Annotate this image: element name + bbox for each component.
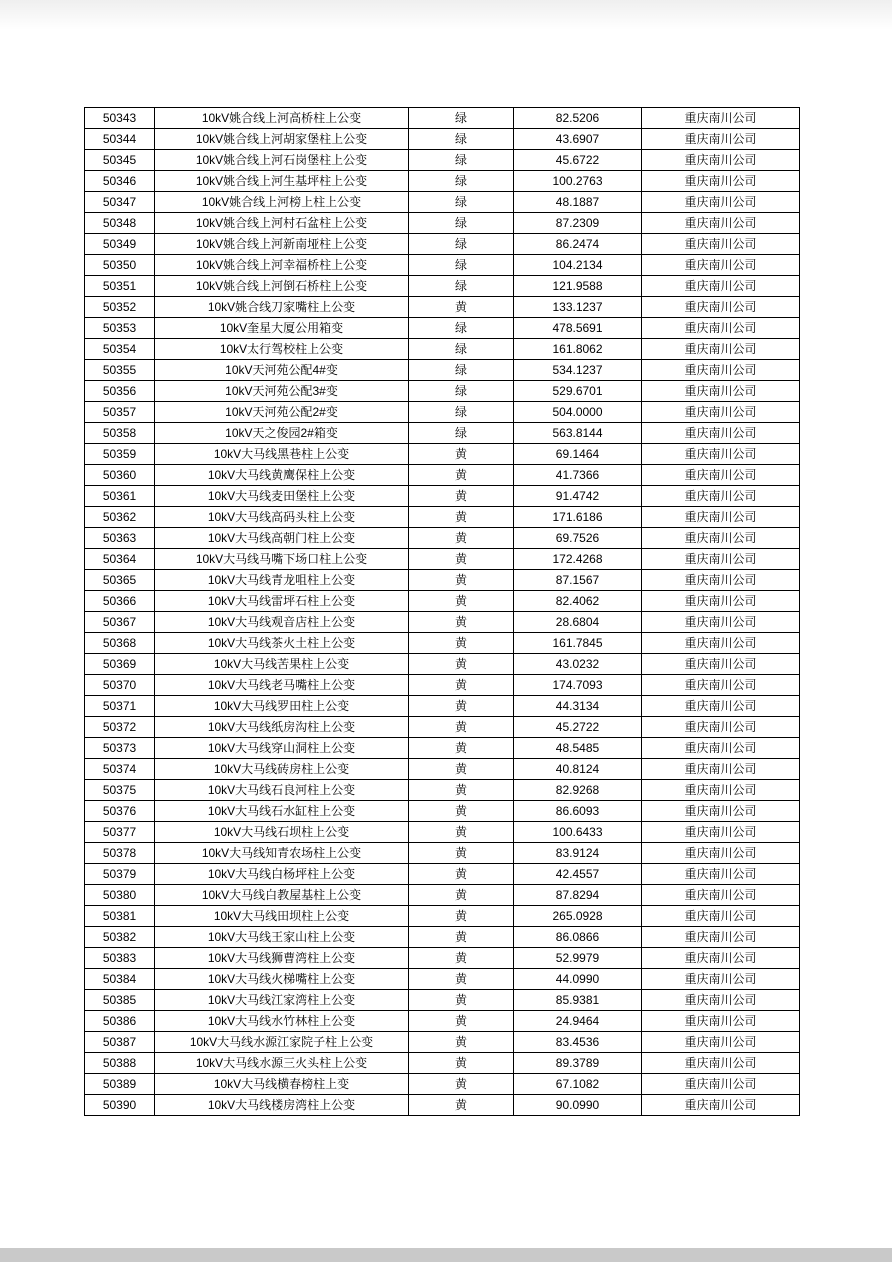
cell-company: 重庆南川公司 <box>642 843 800 864</box>
table-row <box>85 276 800 297</box>
cell-name: 10kV姚合线上河幸福桥柱上公变 <box>155 255 409 276</box>
cell-value: 121.9588 <box>514 276 642 297</box>
table-row <box>85 696 800 717</box>
cell-color: 绿 <box>409 318 514 339</box>
cell-name: 10kV大马线穿山洞柱上公变 <box>155 738 409 759</box>
table-row <box>85 360 800 381</box>
cell-company: 重庆南川公司 <box>642 528 800 549</box>
cell-id: 50360 <box>85 465 155 486</box>
cell-value: 87.2309 <box>514 213 642 234</box>
cell-value: 104.2134 <box>514 255 642 276</box>
cell-color: 黄 <box>409 549 514 570</box>
cell-name: 10kV天河苑公配2#变 <box>155 402 409 423</box>
table-row <box>85 990 800 1011</box>
cell-id: 50344 <box>85 129 155 150</box>
cell-color: 黄 <box>409 822 514 843</box>
table-row <box>85 969 800 990</box>
cell-company: 重庆南川公司 <box>642 591 800 612</box>
cell-color: 黄 <box>409 738 514 759</box>
table-row <box>85 1011 800 1032</box>
table-row <box>85 465 800 486</box>
cell-color: 黄 <box>409 1032 514 1053</box>
cell-id: 50354 <box>85 339 155 360</box>
cell-color: 黄 <box>409 675 514 696</box>
cell-name: 10kV大马线火梯嘴柱上公变 <box>155 969 409 990</box>
cell-color: 黄 <box>409 717 514 738</box>
cell-name: 10kV大马线水竹林柱上公变 <box>155 1011 409 1032</box>
cell-id: 50384 <box>85 969 155 990</box>
cell-name: 10kV大马线茶火土柱上公变 <box>155 633 409 654</box>
cell-color: 黄 <box>409 759 514 780</box>
cell-value: 83.4536 <box>514 1032 642 1053</box>
cell-value: 171.6186 <box>514 507 642 528</box>
cell-value: 82.5206 <box>514 108 642 129</box>
cell-value: 69.1464 <box>514 444 642 465</box>
cell-name: 10kV姚合线上河新南垭柱上公变 <box>155 234 409 255</box>
cell-name: 10kV太行驾校柱上公变 <box>155 339 409 360</box>
cell-value: 161.8062 <box>514 339 642 360</box>
cell-company: 重庆南川公司 <box>642 255 800 276</box>
cell-value: 45.2722 <box>514 717 642 738</box>
cell-id: 50366 <box>85 591 155 612</box>
cell-color: 绿 <box>409 276 514 297</box>
cell-value: 28.6804 <box>514 612 642 633</box>
cell-name: 10kV大马线王家山柱上公变 <box>155 927 409 948</box>
cell-value: 86.0866 <box>514 927 642 948</box>
cell-id: 50369 <box>85 654 155 675</box>
cell-name: 10kV大马线麦田堡柱上公变 <box>155 486 409 507</box>
cell-company: 重庆南川公司 <box>642 675 800 696</box>
table-row <box>85 549 800 570</box>
table-row <box>85 591 800 612</box>
cell-color: 黄 <box>409 507 514 528</box>
cell-id: 50374 <box>85 759 155 780</box>
cell-value: 48.5485 <box>514 738 642 759</box>
table-row <box>85 948 800 969</box>
cell-color: 绿 <box>409 129 514 150</box>
cell-id: 50387 <box>85 1032 155 1053</box>
cell-company: 重庆南川公司 <box>642 738 800 759</box>
table-row <box>85 150 800 171</box>
cell-company: 重庆南川公司 <box>642 318 800 339</box>
cell-color: 黄 <box>409 927 514 948</box>
cell-company: 重庆南川公司 <box>642 1032 800 1053</box>
cell-company: 重庆南川公司 <box>642 192 800 213</box>
cell-color: 黄 <box>409 297 514 318</box>
table-row <box>85 507 800 528</box>
cell-value: 82.4062 <box>514 591 642 612</box>
cell-value: 82.9268 <box>514 780 642 801</box>
cell-id: 50375 <box>85 780 155 801</box>
cell-company: 重庆南川公司 <box>642 654 800 675</box>
cell-id: 50390 <box>85 1095 155 1116</box>
page-bottom-edge <box>0 1248 892 1262</box>
cell-value: 69.7526 <box>514 528 642 549</box>
cell-id: 50345 <box>85 150 155 171</box>
cell-color: 黄 <box>409 864 514 885</box>
cell-name: 10kV大马线砖房柱上公变 <box>155 759 409 780</box>
cell-value: 85.9381 <box>514 990 642 1011</box>
table-row <box>85 612 800 633</box>
cell-color: 黄 <box>409 1095 514 1116</box>
cell-value: 161.7845 <box>514 633 642 654</box>
table-row <box>85 381 800 402</box>
cell-company: 重庆南川公司 <box>642 696 800 717</box>
cell-color: 绿 <box>409 213 514 234</box>
cell-company: 重庆南川公司 <box>642 465 800 486</box>
cell-color: 黄 <box>409 465 514 486</box>
table-row <box>85 171 800 192</box>
cell-company: 重庆南川公司 <box>642 717 800 738</box>
table-row <box>85 297 800 318</box>
cell-color: 黄 <box>409 1074 514 1095</box>
table-row <box>85 129 800 150</box>
cell-color: 黄 <box>409 570 514 591</box>
cell-id: 50355 <box>85 360 155 381</box>
cell-value: 43.6907 <box>514 129 642 150</box>
cell-id: 50363 <box>85 528 155 549</box>
cell-company: 重庆南川公司 <box>642 234 800 255</box>
cell-id: 50346 <box>85 171 155 192</box>
table-row <box>85 402 800 423</box>
cell-color: 绿 <box>409 150 514 171</box>
cell-name: 10kV大马线观音店柱上公变 <box>155 612 409 633</box>
cell-id: 50367 <box>85 612 155 633</box>
cell-value: 87.1567 <box>514 570 642 591</box>
table-row <box>85 444 800 465</box>
cell-company: 重庆南川公司 <box>642 150 800 171</box>
table-row <box>85 864 800 885</box>
cell-name: 10kV姚合线上河胡家堡柱上公变 <box>155 129 409 150</box>
cell-color: 绿 <box>409 234 514 255</box>
cell-color: 黄 <box>409 633 514 654</box>
cell-name: 10kV大马线狮曹湾柱上公变 <box>155 948 409 969</box>
cell-color: 黄 <box>409 591 514 612</box>
table-row <box>85 1095 800 1116</box>
cell-value: 172.4268 <box>514 549 642 570</box>
cell-company: 重庆南川公司 <box>642 507 800 528</box>
cell-company: 重庆南川公司 <box>642 423 800 444</box>
cell-value: 86.2474 <box>514 234 642 255</box>
cell-name: 10kV大马线石坝柱上公变 <box>155 822 409 843</box>
cell-name: 10kV大马线石良河柱上公变 <box>155 780 409 801</box>
cell-company: 重庆南川公司 <box>642 549 800 570</box>
cell-color: 黄 <box>409 696 514 717</box>
cell-name: 10kV大马线黑巷柱上公变 <box>155 444 409 465</box>
cell-id: 50371 <box>85 696 155 717</box>
cell-value: 44.0990 <box>514 969 642 990</box>
table-row <box>85 717 800 738</box>
table-row <box>85 906 800 927</box>
cell-id: 50388 <box>85 1053 155 1074</box>
cell-id: 50385 <box>85 990 155 1011</box>
table-row <box>85 927 800 948</box>
cell-company: 重庆南川公司 <box>642 1011 800 1032</box>
cell-company: 重庆南川公司 <box>642 969 800 990</box>
table-row <box>85 528 800 549</box>
cell-id: 50370 <box>85 675 155 696</box>
cell-id: 50381 <box>85 906 155 927</box>
table-row <box>85 654 800 675</box>
cell-company: 重庆南川公司 <box>642 486 800 507</box>
table-row <box>85 570 800 591</box>
cell-company: 重庆南川公司 <box>642 444 800 465</box>
cell-value: 24.9464 <box>514 1011 642 1032</box>
cell-name: 10kV大马线雷坪石柱上公变 <box>155 591 409 612</box>
cell-company: 重庆南川公司 <box>642 570 800 591</box>
cell-color: 绿 <box>409 423 514 444</box>
cell-id: 50356 <box>85 381 155 402</box>
table-row <box>85 822 800 843</box>
table-row <box>85 843 800 864</box>
cell-company: 重庆南川公司 <box>642 381 800 402</box>
cell-company: 重庆南川公司 <box>642 1053 800 1074</box>
cell-name: 10kV大马线青龙咀柱上公变 <box>155 570 409 591</box>
cell-color: 黄 <box>409 906 514 927</box>
cell-value: 563.8144 <box>514 423 642 444</box>
cell-company: 重庆南川公司 <box>642 612 800 633</box>
cell-value: 52.9979 <box>514 948 642 969</box>
cell-color: 黄 <box>409 486 514 507</box>
cell-company: 重庆南川公司 <box>642 108 800 129</box>
cell-id: 50361 <box>85 486 155 507</box>
cell-id: 50358 <box>85 423 155 444</box>
cell-id: 50352 <box>85 297 155 318</box>
cell-name: 10kV大马线田坝柱上公变 <box>155 906 409 927</box>
cell-company: 重庆南川公司 <box>642 213 800 234</box>
cell-color: 黄 <box>409 885 514 906</box>
cell-name: 10kV姚合线刀家嘴柱上公变 <box>155 297 409 318</box>
cell-color: 黄 <box>409 990 514 1011</box>
cell-company: 重庆南川公司 <box>642 948 800 969</box>
cell-company: 重庆南川公司 <box>642 402 800 423</box>
cell-value: 83.9124 <box>514 843 642 864</box>
table-row <box>85 759 800 780</box>
cell-name: 10kV大马线水源江家院子柱上公变 <box>155 1032 409 1053</box>
table-row <box>85 780 800 801</box>
cell-value: 265.0928 <box>514 906 642 927</box>
cell-name: 10kV大马线白教屋基柱上公变 <box>155 885 409 906</box>
cell-id: 50382 <box>85 927 155 948</box>
table-row <box>85 801 800 822</box>
cell-id: 50349 <box>85 234 155 255</box>
cell-id: 50362 <box>85 507 155 528</box>
cell-color: 黄 <box>409 969 514 990</box>
cell-id: 50380 <box>85 885 155 906</box>
cell-name: 10kV大马线高朝门柱上公变 <box>155 528 409 549</box>
cell-company: 重庆南川公司 <box>642 927 800 948</box>
cell-id: 50368 <box>85 633 155 654</box>
cell-value: 100.6433 <box>514 822 642 843</box>
cell-name: 10kV天河苑公配3#变 <box>155 381 409 402</box>
cell-company: 重庆南川公司 <box>642 885 800 906</box>
table-row <box>85 1074 800 1095</box>
cell-id: 50343 <box>85 108 155 129</box>
cell-color: 黄 <box>409 528 514 549</box>
table-row <box>85 213 800 234</box>
cell-name: 10kV大马线马嘴下场口柱上公变 <box>155 549 409 570</box>
cell-color: 黄 <box>409 780 514 801</box>
page-top-edge <box>0 0 892 30</box>
cell-company: 重庆南川公司 <box>642 633 800 654</box>
cell-value: 86.6093 <box>514 801 642 822</box>
cell-id: 50350 <box>85 255 155 276</box>
cell-company: 重庆南川公司 <box>642 297 800 318</box>
cell-color: 黄 <box>409 801 514 822</box>
cell-name: 10kV姚合线上河榜上柱上公变 <box>155 192 409 213</box>
cell-id: 50373 <box>85 738 155 759</box>
cell-id: 50379 <box>85 864 155 885</box>
cell-value: 133.1237 <box>514 297 642 318</box>
cell-name: 10kV姚合线上河村石盆柱上公变 <box>155 213 409 234</box>
table-row <box>85 192 800 213</box>
cell-value: 67.1082 <box>514 1074 642 1095</box>
cell-name: 10kV大马线高码头柱上公变 <box>155 507 409 528</box>
cell-company: 重庆南川公司 <box>642 906 800 927</box>
cell-color: 黄 <box>409 654 514 675</box>
cell-value: 41.7366 <box>514 465 642 486</box>
cell-name: 10kV天河苑公配4#变 <box>155 360 409 381</box>
cell-color: 绿 <box>409 255 514 276</box>
cell-id: 50351 <box>85 276 155 297</box>
table-row <box>85 339 800 360</box>
cell-company: 重庆南川公司 <box>642 276 800 297</box>
cell-color: 绿 <box>409 192 514 213</box>
cell-value: 174.7093 <box>514 675 642 696</box>
cell-value: 529.6701 <box>514 381 642 402</box>
cell-name: 10kV大马线罗田柱上公变 <box>155 696 409 717</box>
table-row <box>85 255 800 276</box>
cell-color: 黄 <box>409 1053 514 1074</box>
cell-company: 重庆南川公司 <box>642 822 800 843</box>
cell-company: 重庆南川公司 <box>642 780 800 801</box>
cell-company: 重庆南川公司 <box>642 1095 800 1116</box>
cell-name: 10kV大马线横春榜柱上变 <box>155 1074 409 1095</box>
transformer-table <box>84 107 800 1116</box>
table-row <box>85 675 800 696</box>
cell-id: 50353 <box>85 318 155 339</box>
cell-color: 绿 <box>409 171 514 192</box>
cell-name: 10kV大马线知青农场柱上公变 <box>155 843 409 864</box>
cell-color: 黄 <box>409 843 514 864</box>
cell-value: 48.1887 <box>514 192 642 213</box>
cell-value: 91.4742 <box>514 486 642 507</box>
cell-company: 重庆南川公司 <box>642 759 800 780</box>
cell-name: 10kV大马线黄鹰保柱上公变 <box>155 465 409 486</box>
cell-color: 黄 <box>409 444 514 465</box>
table-row <box>85 486 800 507</box>
table-row <box>85 885 800 906</box>
cell-name: 10kV姚合线上河石岗堡柱上公变 <box>155 150 409 171</box>
cell-value: 534.1237 <box>514 360 642 381</box>
table-row <box>85 1053 800 1074</box>
cell-name: 10kV大马线纸房沟柱上公变 <box>155 717 409 738</box>
cell-value: 45.6722 <box>514 150 642 171</box>
cell-company: 重庆南川公司 <box>642 360 800 381</box>
cell-company: 重庆南川公司 <box>642 990 800 1011</box>
cell-id: 50389 <box>85 1074 155 1095</box>
cell-name: 10kV大马线石水缸柱上公变 <box>155 801 409 822</box>
cell-name: 10kV大马线江家湾柱上公变 <box>155 990 409 1011</box>
cell-name: 10kV姚合线上河高桥柱上公变 <box>155 108 409 129</box>
cell-id: 50376 <box>85 801 155 822</box>
cell-id: 50357 <box>85 402 155 423</box>
cell-color: 黄 <box>409 612 514 633</box>
cell-name: 10kV姚合线上河生基坪柱上公变 <box>155 171 409 192</box>
table-row <box>85 318 800 339</box>
table-row <box>85 234 800 255</box>
cell-value: 87.8294 <box>514 885 642 906</box>
cell-id: 50377 <box>85 822 155 843</box>
cell-value: 40.8124 <box>514 759 642 780</box>
cell-company: 重庆南川公司 <box>642 864 800 885</box>
cell-company: 重庆南川公司 <box>642 1074 800 1095</box>
cell-id: 50347 <box>85 192 155 213</box>
cell-value: 90.0990 <box>514 1095 642 1116</box>
cell-color: 黄 <box>409 948 514 969</box>
table-row <box>85 738 800 759</box>
table-row <box>85 423 800 444</box>
cell-company: 重庆南川公司 <box>642 129 800 150</box>
cell-value: 504.0000 <box>514 402 642 423</box>
cell-name: 10kV大马线苦果柱上公变 <box>155 654 409 675</box>
cell-value: 89.3789 <box>514 1053 642 1074</box>
table-row <box>85 1032 800 1053</box>
cell-value: 43.0232 <box>514 654 642 675</box>
cell-name: 10kV大马线水源三火头柱上公变 <box>155 1053 409 1074</box>
cell-value: 42.4557 <box>514 864 642 885</box>
cell-value: 478.5691 <box>514 318 642 339</box>
table-row <box>85 108 800 129</box>
cell-color: 绿 <box>409 402 514 423</box>
cell-company: 重庆南川公司 <box>642 171 800 192</box>
cell-color: 绿 <box>409 339 514 360</box>
cell-id: 50386 <box>85 1011 155 1032</box>
cell-company: 重庆南川公司 <box>642 801 800 822</box>
cell-id: 50364 <box>85 549 155 570</box>
cell-color: 绿 <box>409 381 514 402</box>
table-row <box>85 633 800 654</box>
table-body <box>85 108 800 1116</box>
cell-name: 10kV大马线白杨坪柱上公变 <box>155 864 409 885</box>
cell-value: 100.2763 <box>514 171 642 192</box>
cell-id: 50372 <box>85 717 155 738</box>
cell-value: 44.3134 <box>514 696 642 717</box>
cell-id: 50365 <box>85 570 155 591</box>
cell-name: 10kV天之俊园2#箱变 <box>155 423 409 444</box>
cell-id: 50348 <box>85 213 155 234</box>
cell-name: 10kV大马线老马嘴柱上公变 <box>155 675 409 696</box>
cell-name: 10kV奎星大厦公用箱变 <box>155 318 409 339</box>
cell-color: 绿 <box>409 360 514 381</box>
cell-id: 50383 <box>85 948 155 969</box>
cell-color: 黄 <box>409 1011 514 1032</box>
cell-color: 绿 <box>409 108 514 129</box>
cell-company: 重庆南川公司 <box>642 339 800 360</box>
cell-name: 10kV大马线楼房湾柱上公变 <box>155 1095 409 1116</box>
cell-id: 50359 <box>85 444 155 465</box>
cell-id: 50378 <box>85 843 155 864</box>
cell-name: 10kV姚合线上河倒石桥柱上公变 <box>155 276 409 297</box>
